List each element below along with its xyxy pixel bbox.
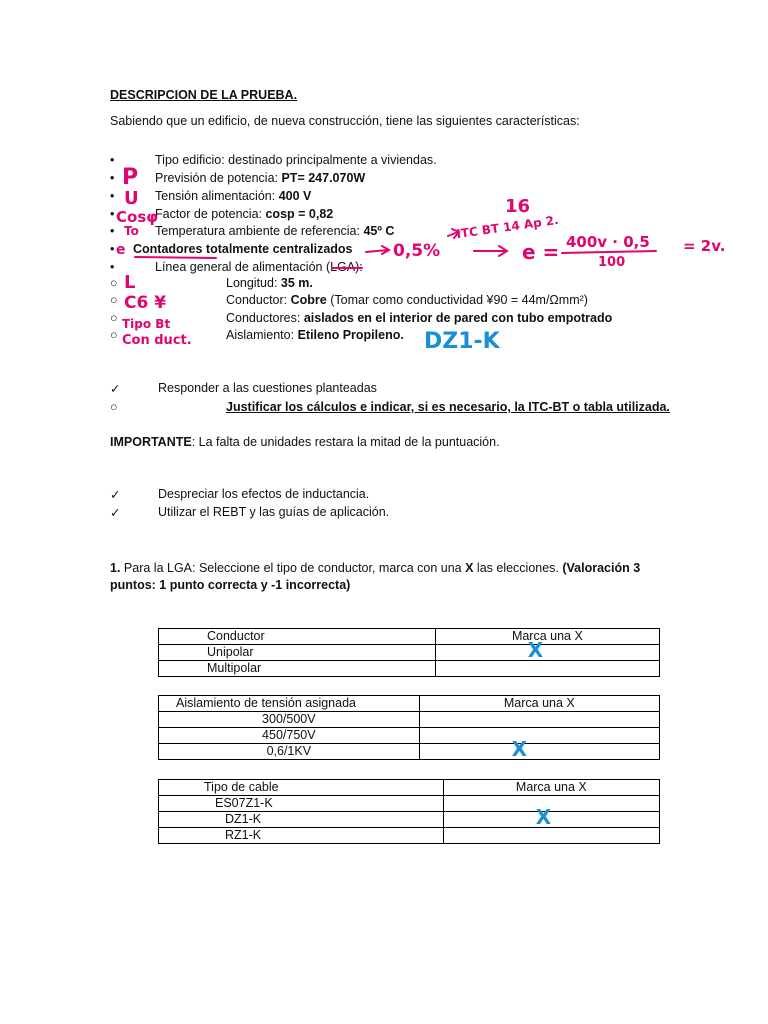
table-header: Tipo de cable (159, 780, 444, 796)
check-icon: ✓ (110, 382, 121, 396)
list-item-power: Previsión de potencia: PT= 247.070W (155, 171, 366, 185)
x-mark: X (535, 805, 552, 829)
table-header: Marca una X (443, 780, 659, 796)
handwritten-e: e (116, 242, 126, 258)
subitem-insulation: Aislamiento: Etileno Propileno. (226, 328, 404, 342)
row-label: 0,6/1KV (159, 744, 420, 760)
check-icon: ✓ (110, 488, 121, 502)
underline-stroke (135, 257, 216, 258)
handwritten-conduct: Con duct. (122, 333, 192, 348)
handwritten-itc: ITC BT 14 Ap 2. (455, 212, 560, 242)
intro-paragraph: Sabiendo que un edificio, de nueva construcción, tiene las siguientes características: (110, 114, 580, 128)
important-note: IMPORTANTE: La falta de unidades restara la mitad de la puntuación. (110, 435, 500, 449)
list-item-voltage: Tensión alimentación: 400 V (155, 189, 312, 203)
bullet: • (110, 224, 115, 238)
table-header: Marca una X (435, 629, 659, 645)
handwritten-cosphi: Cosφ (116, 208, 158, 226)
handwritten-u: U (124, 188, 139, 209)
row-label: 300/500V (159, 712, 420, 728)
handwritten-percent: 0,5% (393, 241, 441, 261)
bullet: • (110, 189, 115, 203)
bullet: • (110, 153, 115, 167)
bullet: • (110, 171, 115, 185)
row-label: Multipolar (159, 661, 436, 677)
instruction-rebt: Utilizar el REBT y las guías de aplicación. (158, 505, 390, 519)
list-item-lga: Línea general de alimentación (LGA): (155, 260, 363, 274)
row-label: Unipolar (159, 645, 436, 661)
handwritten-tipo-bt: Tipo Bt (122, 317, 171, 331)
instruction-inductance: Despreciar los efectos de inductancia. (158, 487, 370, 501)
circle-bullet: ○ (110, 311, 118, 325)
handwritten-numerator: 400v · 0,5 (566, 233, 650, 251)
handwritten-e-eq: e = (522, 240, 560, 264)
fraction-bar (562, 251, 656, 253)
circle-bullet: ○ (110, 328, 118, 342)
circle-bullet: ○ (110, 400, 118, 414)
arrow-stroke (448, 229, 459, 238)
circle-bullet: ○ (110, 276, 118, 290)
table-header: Marca una X (419, 696, 659, 712)
row-label: RZ1-K (159, 828, 444, 844)
instruction-justify: Justificar los cálculos e indicar, si es necesario, la ITC-BT o tabla utilizada. (226, 400, 670, 414)
list-item-temperature: Temperatura ambiente de referencia: 45º C (155, 224, 395, 238)
arrow-stroke (366, 246, 389, 254)
subitem-conductor: Conductor: Cobre (Tomar como conductividad ¥90 = 44m/Ωmm²) (226, 293, 588, 307)
x-mark: X (527, 638, 544, 662)
instruction-answer: Responder a las cuestiones planteadas (158, 381, 377, 395)
handwritten-c6: C6 ¥ (124, 293, 167, 313)
circle-bullet: ○ (110, 293, 118, 307)
handwritten-denominator: 100 (598, 255, 626, 270)
bullet: • (110, 260, 115, 274)
document-title: DESCRIPCION DE LA PRUEBA. (110, 88, 298, 102)
handwritten-p: P (122, 165, 139, 190)
subitem-length: Longitud: 35 m. (226, 276, 313, 290)
handwritten-16: 16 (505, 196, 531, 217)
bullet: • (110, 207, 115, 221)
question-1-line2: puntos: 1 punto correcta y -1 incorrecta) (110, 578, 351, 592)
list-item-power-factor: Factor de potencia: cosp = 0,82 (155, 207, 334, 221)
handwritten-dz1k: DZ1-K (424, 329, 500, 354)
list-item-meters: Contadores totalmente centralizados (133, 242, 353, 256)
subitem-conductors: Conductores: aislados en el interior de pared con tubo empotrado (226, 311, 613, 325)
row-label: DZ1-K (159, 812, 444, 828)
handwritten-l: L (124, 272, 136, 293)
bullet: • (110, 242, 115, 256)
list-item-building-type: Tipo edificio: destinado principalmente a viviendas. (155, 153, 437, 167)
check-icon: ✓ (110, 506, 121, 520)
arrow-stroke (474, 246, 507, 256)
row-label: ES07Z1-K (159, 796, 444, 812)
table-header: Aislamiento de tensión asignada (159, 696, 420, 712)
x-mark: X (511, 737, 528, 761)
handwritten-to: To (124, 224, 139, 238)
table-header: Conductor (159, 629, 436, 645)
row-label: 450/750V (159, 728, 420, 744)
handwritten-result: = 2v. (683, 237, 726, 255)
question-1: 1. Para la LGA: Seleccione el tipo de conductor, marca con una X las elecciones. (Valoración 3 (110, 561, 641, 575)
